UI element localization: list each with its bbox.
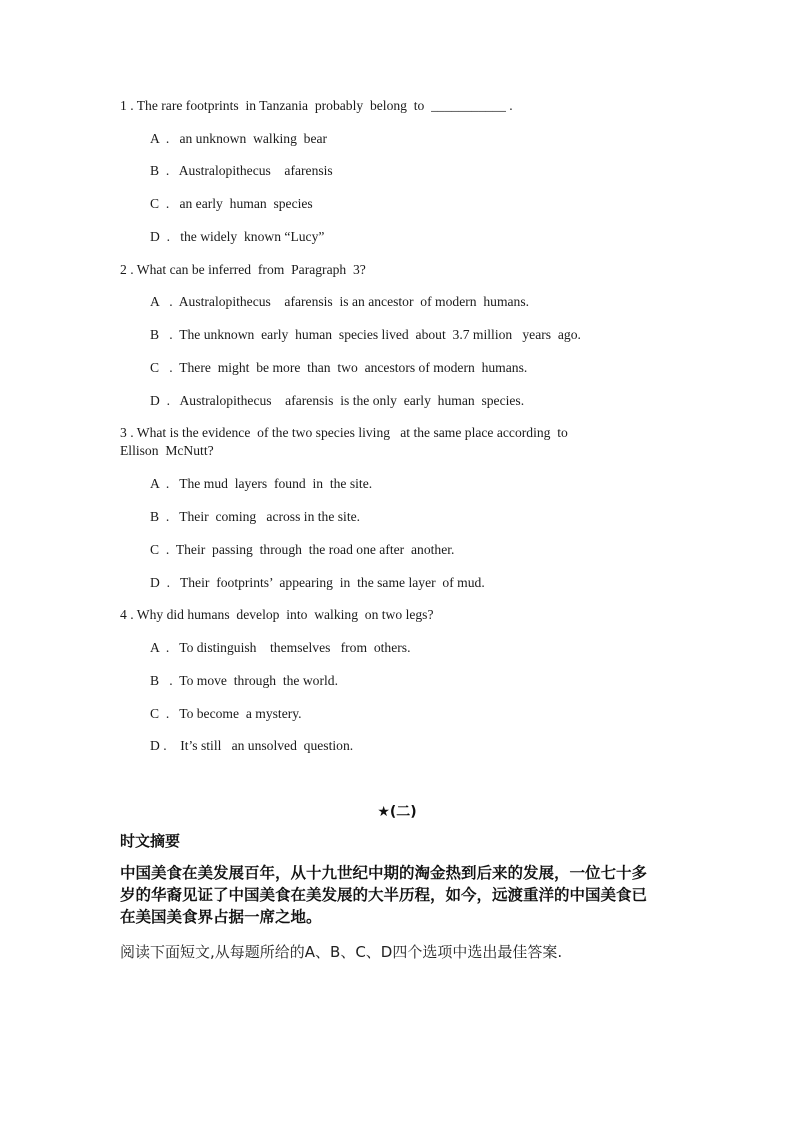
question-4-option-c: C . To become a mystery. bbox=[150, 706, 302, 721]
question-3-option-a: A . The mud layers found in the site. bbox=[150, 476, 373, 491]
question-1-option-c: C . an early human species bbox=[150, 196, 313, 211]
summary-line-2: 岁的华裔见证了中国美食在美发展的大半历程，如今，远渡重洋的中国美食已 bbox=[120, 886, 648, 904]
question-4-stem: 4 . Why did humans develop into walking on two legs? bbox=[120, 607, 434, 622]
question-3-option-b: B . Their coming across in the site. bbox=[150, 509, 361, 524]
question-2-stem: 2 . What can be inferred from Paragraph 3? bbox=[120, 262, 366, 277]
question-1-option-d: D . the widely known “Lucy” bbox=[150, 229, 325, 244]
question-1-option-a: A . an unknown walking bear bbox=[150, 131, 328, 146]
question-2-option-b: B . The unknown early human species lived about 3.7 million years ago. bbox=[150, 327, 581, 342]
question-4-option-a: A . To distinguish themselves from others. bbox=[150, 640, 411, 655]
section-title: ★(二) bbox=[377, 804, 417, 820]
question-1-stem: 1 . The rare footprints in Tanzania probably belong to ___________ . bbox=[120, 98, 513, 113]
question-2-option-a: A . Australopithecus afarensis is an ancestor of modern humans. bbox=[150, 294, 530, 309]
question-3-stem-continued: Ellison McNutt? bbox=[120, 443, 214, 458]
question-2-option-d: D . Australopithecus afarensis is the only early human species. bbox=[150, 393, 525, 408]
summary-line-1: 中国美食在美发展百年，从十九世纪中期的淘金热到后来的发展，一位七十多 bbox=[120, 864, 648, 882]
question-3-option-c: C . Their passing through the road one after another. bbox=[150, 542, 455, 557]
question-2-option-c: C . There might be more than two ancestors of modern humans. bbox=[150, 360, 528, 375]
question-3-option-d: D . Their footprints’ appearing in the same layer of mud. bbox=[150, 575, 485, 590]
reading-instruction: 阅读下面短文,从每题所给的A、B、C、D四个选项中选出最佳答案. bbox=[120, 943, 563, 961]
summary-line-3: 在美国美食界占据一席之地。 bbox=[120, 908, 322, 926]
question-1-option-b: B . Australopithecus afarensis bbox=[150, 163, 333, 178]
question-4-option-b: B . To move through the world. bbox=[150, 673, 338, 688]
summary-paragraph bbox=[120, 862, 680, 928]
summary-heading: 时文摘要 bbox=[120, 832, 181, 850]
question-3-stem: 3 . What is the evidence of the two species living at the same place according to bbox=[120, 425, 568, 440]
question-4-option-d: D . It’s still an unsolved question. bbox=[150, 738, 354, 753]
